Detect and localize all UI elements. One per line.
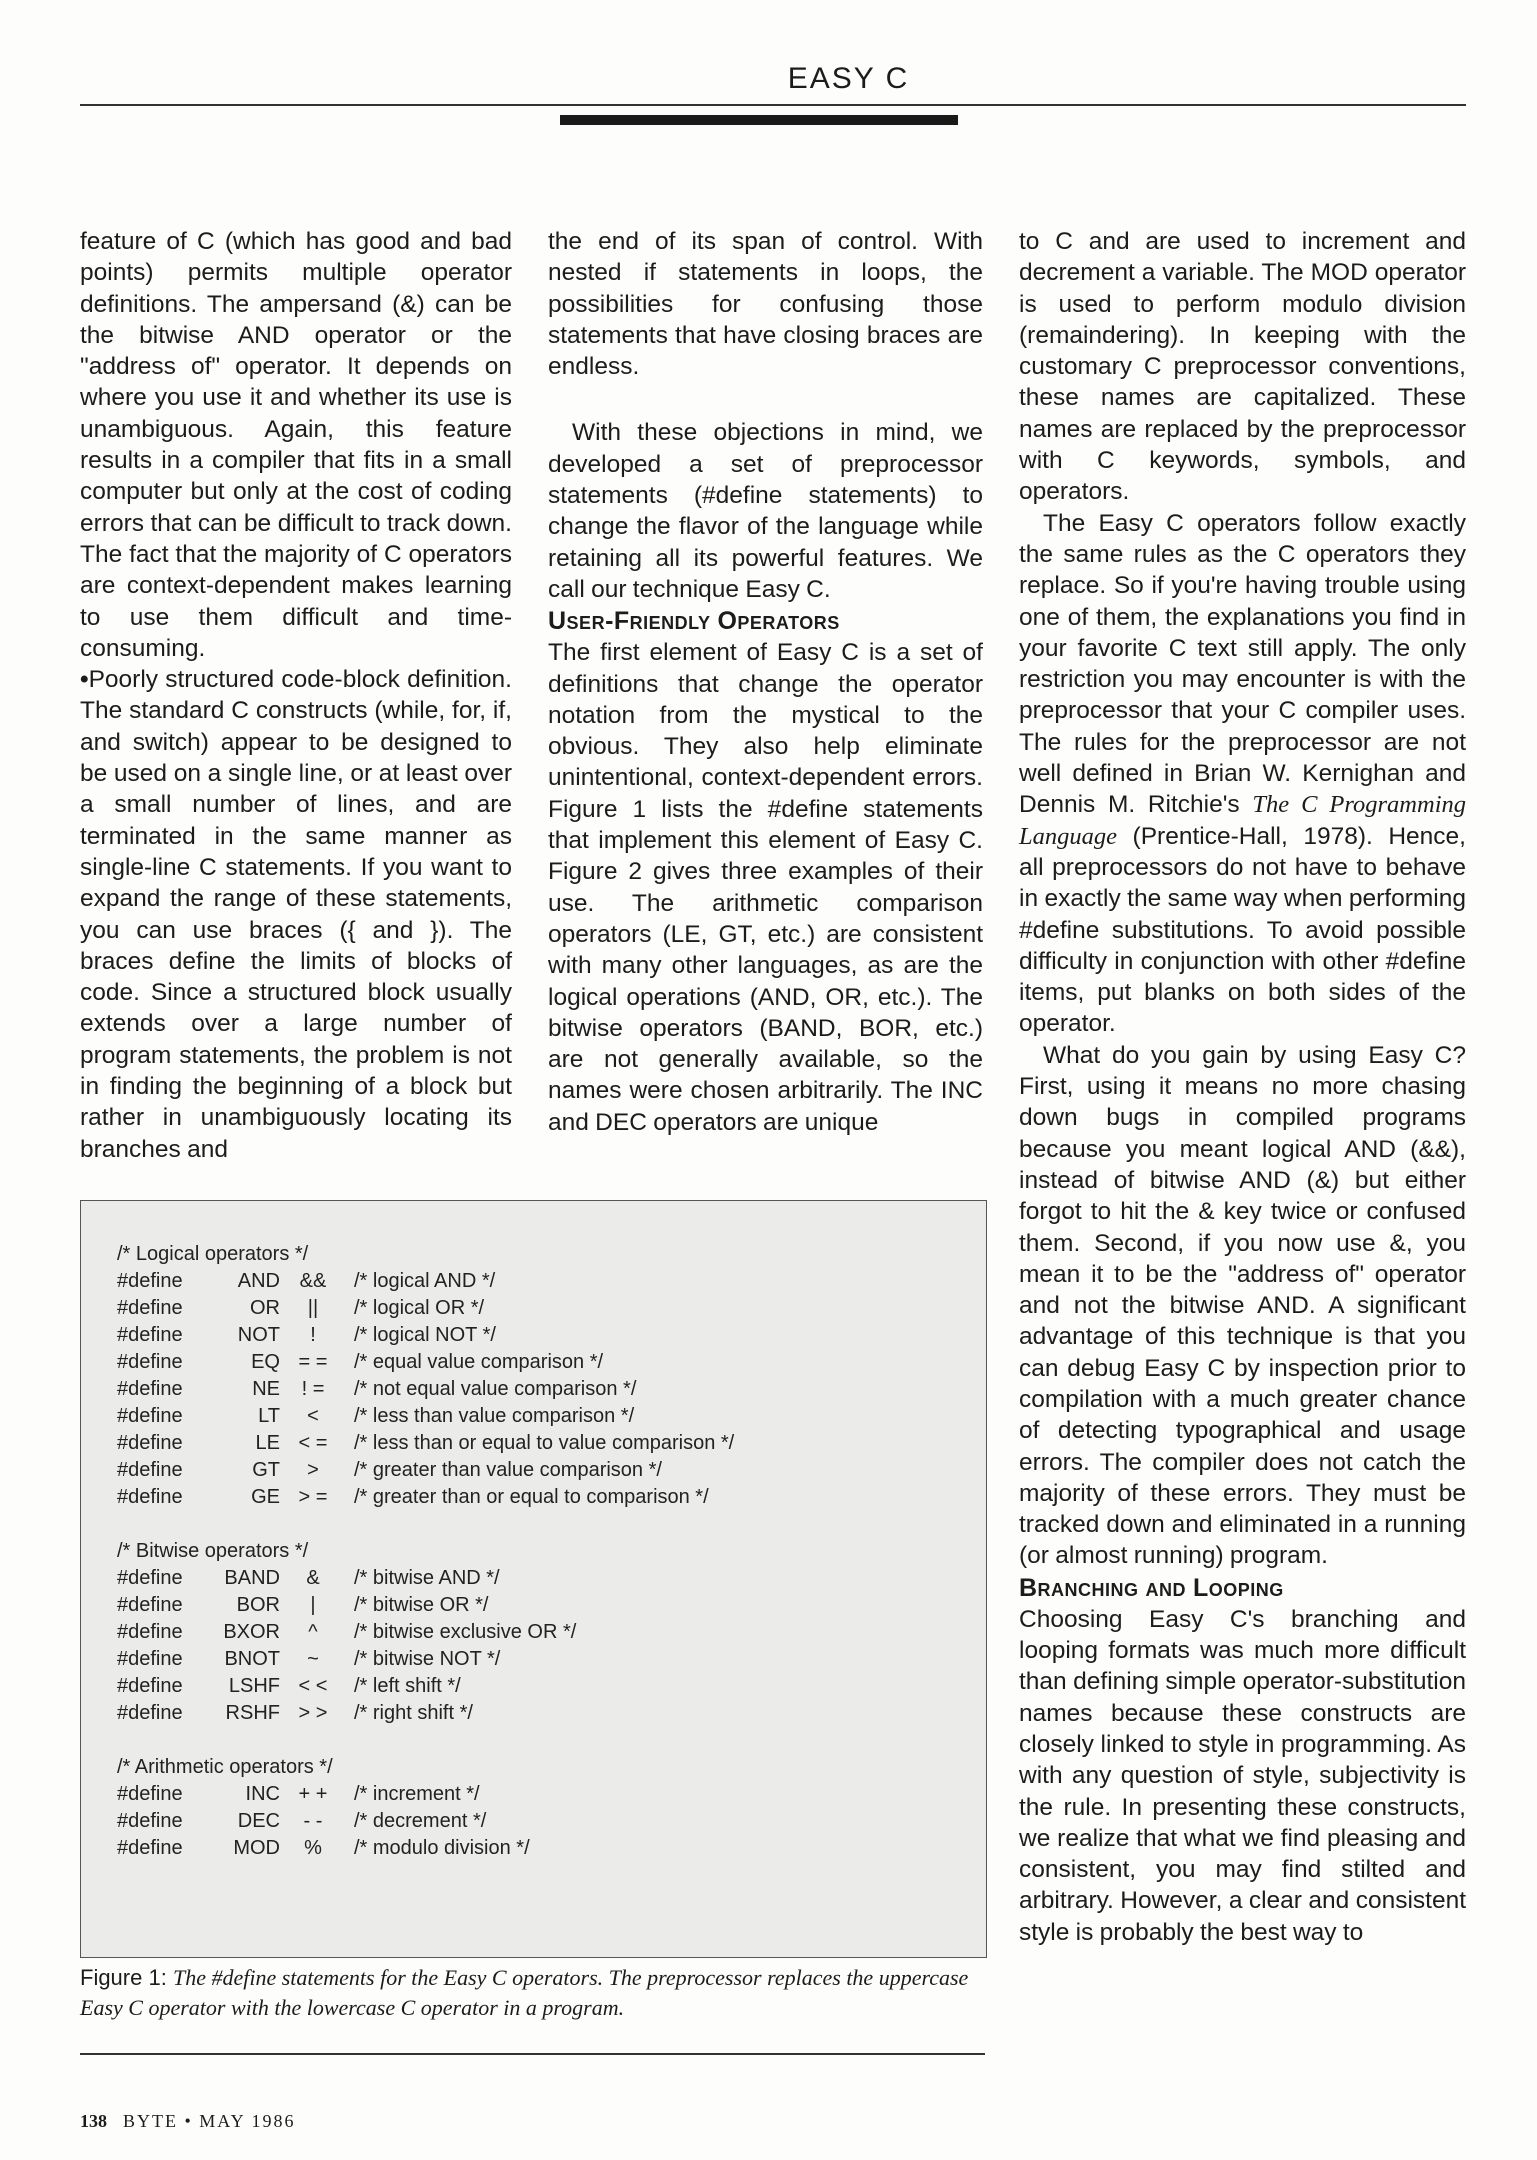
macro-name: LE <box>255 1432 280 1454</box>
macro-name: GE <box>251 1486 280 1508</box>
c-operator: > > <box>298 1702 328 1724</box>
page-footer <box>80 2111 295 2132</box>
paragraph: feature of C (which has good and bad points) permits multiple operator definitions. The ampersand (&) can be the bitwise AND operator or the "address of" operator. It depends on where you use it and whether its use is unambiguous. Again, this feature results in a compiler that fits in a small computer but only at the cost of coding errors that can be difficult to track down. The fact that the majority of C operators are context-dependent makes learning to use them difficult and time-consuming. <box>80 228 512 662</box>
define-keyword: #define <box>117 1675 183 1697</box>
section-heading-text: Branching and Looping <box>1019 1573 1284 1602</box>
paragraph: The first element of Easy C is a set of definitions that change the operator notation from the mystical to the obvious. They also help eliminate unintentional, context-dependent errors. Figure 1 lists the #define statements that implement this element of Easy C. Figure 2 gives three examples of their use. The arithmetic comparison operators (LE, GT, etc.) are consistent with many other languages, as are the logical operations (AND, OR, etc.). The bitwise operators (BAND, BOR, etc.) are not generally available, so the names were chosen arbitrarily. The INC and DEC operators are unique <box>548 639 983 1136</box>
code-group-title: /* Arithmetic operators */ <box>117 1756 333 1778</box>
caption-rule <box>80 2053 985 2055</box>
caption-text: The #define statements for the Easy C operators. The preprocessor replaces the uppercase Easy C operator with the lowercase C operator in a program. <box>80 1965 969 2020</box>
macro-name: EQ <box>251 1351 280 1373</box>
paragraph <box>1019 508 1466 1040</box>
define-keyword: #define <box>117 1621 183 1643</box>
code-comment: /* equal value comparison */ <box>354 1351 604 1373</box>
caption-label: Figure 1: <box>80 1965 167 1990</box>
code-line <box>117 1781 976 1808</box>
c-operator: ! <box>310 1324 316 1346</box>
code-comment: /* left shift */ <box>354 1675 461 1697</box>
define-keyword: #define <box>117 1351 183 1373</box>
c-operator: & <box>306 1567 320 1589</box>
define-keyword: #define <box>117 1648 183 1670</box>
macro-name: NE <box>252 1378 280 1400</box>
code-line <box>117 1403 976 1430</box>
code-comment: /* increment */ <box>354 1783 480 1805</box>
code-line <box>117 1376 976 1403</box>
code-line <box>117 1700 976 1727</box>
macro-name: LT <box>258 1405 280 1427</box>
paragraph-text: The Easy C operators follow exactly the same rules as the C operators they replace. So if you're having trouble using one of them, the explanations you find in your favorite C text still apply. The only restriction you may encounter is with the preprocessor that your C compiler uses. The rules for the preprocessor are not well defined in Brian W. Kernighan and Dennis M. Ritchie's <box>1019 509 1466 819</box>
define-keyword: #define <box>117 1783 183 1805</box>
code-comment: /* right shift */ <box>354 1702 473 1724</box>
code-comment: /* not equal value comparison */ <box>354 1378 637 1400</box>
code-comment: /* less than value comparison */ <box>354 1405 635 1427</box>
define-keyword: #define <box>117 1459 183 1481</box>
macro-name: NOT <box>237 1324 280 1346</box>
code-line <box>117 1565 976 1592</box>
c-operator: || <box>307 1297 319 1319</box>
define-keyword: #define <box>117 1378 183 1400</box>
group-spacer <box>117 1727 976 1754</box>
define-keyword: #define <box>117 1837 183 1859</box>
header-rule <box>80 104 1466 106</box>
define-keyword: #define <box>117 1297 183 1319</box>
define-keyword: #define <box>117 1567 183 1589</box>
group-spacer <box>117 1511 976 1538</box>
paragraph: to C and are used to increment and decrement a variable. The MOD operator is used to perform modulo division (remaindering). In keeping with the customary C preprocessor conventions, these names are capitalized. These names are replaced by the preprocessor with C keywords, symbols, and operators. <box>1019 228 1466 506</box>
code-comment: /* bitwise NOT */ <box>354 1648 501 1670</box>
paragraph-text: (Prentice-Hall, 1978). Hence, all preprocessors do not have to behave in exactly the same way when performing #define substitutions. To avoid possible difficulty in conjunction with other #define items, put blanks on both sides of the operator. <box>1019 822 1466 1038</box>
define-keyword: #define <box>117 1810 183 1832</box>
macro-name: RSHF <box>225 1702 280 1724</box>
code-group-title: /* Logical operators */ <box>117 1243 309 1265</box>
code-comment: /* modulo division */ <box>354 1837 530 1859</box>
code-line <box>117 1592 976 1619</box>
macro-name: LSHF <box>228 1675 280 1697</box>
c-operator: < < <box>298 1675 328 1697</box>
define-keyword: #define <box>117 1702 183 1724</box>
paragraph: What do you gain by using Easy C? First, using it means no more chasing down bugs in compiled programs because you meant logical AND (&&), instead of bitwise AND (&) but either forgot to hit the & key twice or confused them. Second, if you now use &, you mean it to be the "address of" operator and not the bitwise AND. A significant advantage of this technique is that you can debug Easy C by inspection prior to compilation with a much greater chance of detecting typographical and usage errors. The compiler does not catch the majority of these errors. They must be tracked down and eliminated in a running (or almost running) program. <box>1019 1041 1466 1570</box>
code-group-title: /* Bitwise operators */ <box>117 1540 309 1562</box>
code-line <box>117 1430 976 1457</box>
article-column-3 <box>1019 226 1466 1948</box>
section-heading <box>548 605 983 637</box>
code-line <box>117 1673 976 1700</box>
code-comment: /* bitwise exclusive OR */ <box>354 1621 577 1643</box>
code-comment: /* bitwise OR */ <box>354 1594 489 1616</box>
section-heading-text: User-Friendly Operators <box>548 607 840 636</box>
c-operator: + + <box>298 1783 328 1805</box>
c-operator: < <box>307 1405 319 1427</box>
c-operator: > = <box>298 1486 328 1508</box>
code-line <box>117 1835 976 1862</box>
c-operator: < = <box>298 1432 328 1454</box>
macro-name: BOR <box>236 1594 280 1616</box>
macro-name: MOD <box>233 1837 280 1859</box>
figure-1-code-listing <box>80 1200 987 1958</box>
code-line <box>117 1484 976 1511</box>
figure-caption <box>80 1963 985 2023</box>
code-comment: /* logical OR */ <box>354 1297 485 1319</box>
section-heading <box>1019 1572 1466 1604</box>
code-comment: /* greater than value comparison */ <box>354 1459 662 1481</box>
define-keyword: #define <box>117 1486 183 1508</box>
c-operator: ~ <box>307 1648 319 1670</box>
paragraph: Choosing Easy C's branching and looping formats was much more difficult than defining simple operator-substitution names because these constructs are closely linked to style in programming. As with any question of style, subjectivity is the rule. In presenting these constructs, we realize that what we find pleasing and consistent, you may find stilted and arbitrary. However, a clear and consistent style is probably the best way to <box>1019 1605 1466 1946</box>
article-column-2 <box>548 226 983 1138</box>
c-operator: > <box>307 1459 319 1481</box>
macro-name: BAND <box>224 1567 280 1589</box>
macro-name: BXOR <box>223 1621 280 1643</box>
code-line <box>117 1646 976 1673</box>
c-operator: % <box>304 1837 322 1859</box>
code-block <box>117 1241 976 1862</box>
code-comment: /* logical NOT */ <box>354 1324 496 1346</box>
code-comment: /* decrement */ <box>354 1810 487 1832</box>
code-comment: /* greater than or equal to comparison */ <box>354 1486 709 1508</box>
macro-name: GT <box>252 1459 280 1481</box>
bullet-paragraph: • Poorly structured code-block definition. The standard C constructs (while, for, if, and switch) appear to be designed to be used on a single line, or at least over a small number of lines, and are terminated in the same manner as single-line C statements. If you want to expand the range of these statements, you can use braces ({ and }). The braces define the limits of blocks of code. Since a structured block usually extends over a large number of program statements, the problem is not in finding the beginning of a block but rather in unambiguously locating its branches and <box>80 664 512 1165</box>
article-column-1 <box>80 226 512 1165</box>
c-operator: ^ <box>308 1621 318 1643</box>
publication-line: BYTE • MAY 1986 <box>123 2111 296 2131</box>
code-line <box>117 1295 976 1322</box>
code-line <box>117 1619 976 1646</box>
define-keyword: #define <box>117 1405 183 1427</box>
macro-name: AND <box>237 1270 280 1292</box>
c-operator: = = <box>298 1351 328 1373</box>
code-line <box>117 1322 976 1349</box>
c-operator: | <box>310 1594 316 1616</box>
c-operator: && <box>299 1270 327 1292</box>
macro-name: INC <box>245 1783 280 1805</box>
code-line <box>117 1457 976 1484</box>
paragraph: With these objections in mind, we developed a set of preprocessor statements (#define statements) to change the flavor of the language while retaining all its powerful features. We call our technique Easy C. <box>548 419 983 603</box>
running-head: EASY C <box>787 62 910 95</box>
c-operator: ! = <box>301 1378 325 1400</box>
define-keyword: #define <box>117 1432 183 1454</box>
page-number: 138 <box>80 2111 107 2131</box>
define-keyword: #define <box>117 1270 183 1292</box>
macro-name: BNOT <box>224 1648 280 1670</box>
header-bar <box>560 115 958 125</box>
code-line <box>117 1268 976 1295</box>
c-operator: - - <box>303 1810 323 1832</box>
define-keyword: #define <box>117 1324 183 1346</box>
code-comment: /* bitwise AND */ <box>354 1567 500 1589</box>
paragraph: the end of its span of control. With nested if statements in loops, the possibilities for confusing those statements that have closing braces are endless. <box>548 228 983 381</box>
code-comment: /* less than or equal to value comparison */ <box>354 1432 735 1454</box>
code-line <box>117 1349 976 1376</box>
book-title: The C Programming Language <box>1019 791 1466 850</box>
code-comment: /* logical AND */ <box>354 1270 496 1292</box>
code-line <box>117 1808 976 1835</box>
macro-name: DEC <box>237 1810 280 1832</box>
macro-name: OR <box>250 1297 280 1319</box>
define-keyword: #define <box>117 1594 183 1616</box>
